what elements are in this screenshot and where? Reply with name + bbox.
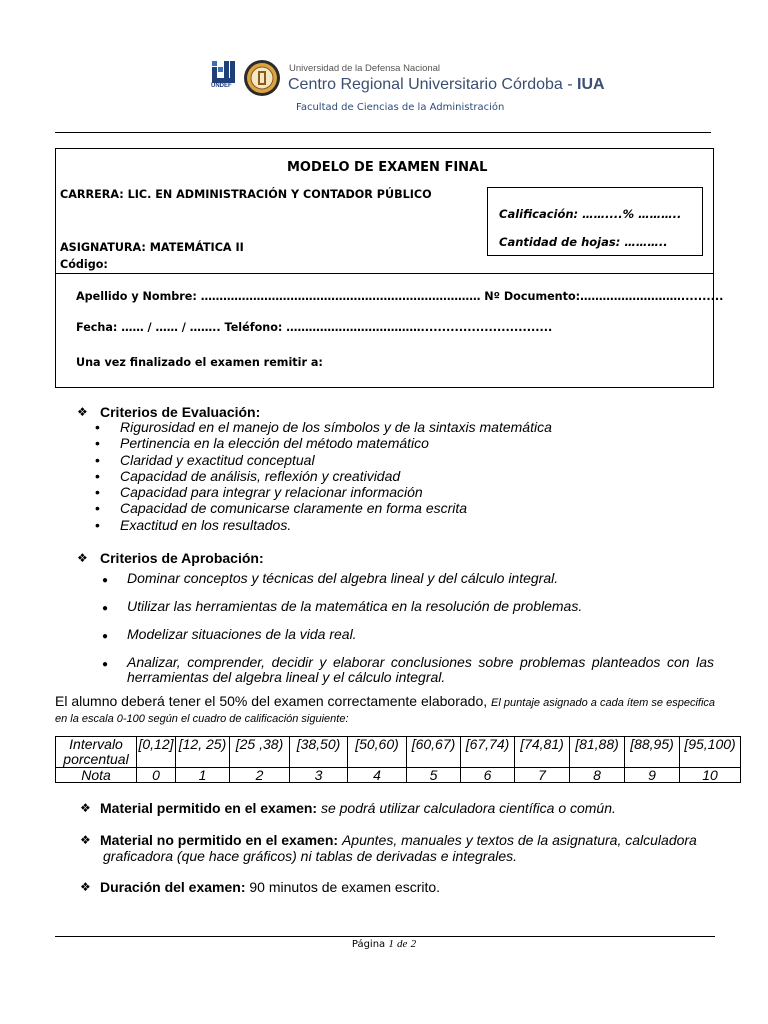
- material-permitido-text: se podrá utilizar calculadora científica o común.: [320, 800, 616, 816]
- nota-header-cell: Nota: [56, 768, 137, 783]
- footer-divider: [55, 936, 715, 937]
- interval-cell: [88,95): [625, 737, 680, 768]
- list-item-text: Capacidad para integrar y relacionar información: [120, 484, 423, 501]
- interval-cell: [60,67): [407, 737, 461, 768]
- interval-cell: [12, 25): [176, 737, 230, 768]
- list-item: [95, 435, 680, 452]
- list-item: [95, 484, 680, 501]
- bullet-dot-icon: ●: [102, 659, 109, 670]
- bullet-dot-icon: •: [95, 419, 100, 435]
- undef-logo-text: UNDEF: [211, 83, 232, 89]
- page-total: 2: [410, 938, 417, 950]
- undef-logo: [211, 60, 237, 94]
- interval-cell: [0,12]: [137, 737, 176, 768]
- criterios-evaluacion-title: Criterios de Evaluación:: [100, 404, 261, 420]
- diamond-bullet-icon: ❖: [77, 405, 88, 419]
- bullet-dot-icon: •: [95, 467, 100, 484]
- nota-cell: 9: [625, 768, 680, 783]
- exam-title: MODELO DE EXAMEN FINAL: [287, 160, 488, 175]
- diamond-bullet-icon: ❖: [80, 833, 91, 847]
- exam-box-divider: [55, 273, 714, 274]
- criterios-evaluacion-list: [95, 419, 680, 533]
- list-item-text: Modelizar situaciones de la vida real.: [127, 626, 357, 642]
- aprobacion-scale-note: El puntaje asignado a cada ítem se especifica en la escala 0-100 según el cuadro de calificación siguiente:: [55, 697, 716, 725]
- list-item: [102, 598, 714, 614]
- list-item-text: Analizar, comprender, decidir y elaborar conclusiones sobre problemas planteados con las herramientas del algebra lineal y el cálculo integral.: [127, 654, 714, 685]
- page-de: de: [397, 938, 408, 950]
- list-item-text: Capacidad de análisis, reflexión y creatividad: [120, 467, 401, 484]
- exam-info-box: [55, 148, 714, 388]
- carrera-label: CARRERA: LIC. EN ADMINISTRACIÓN Y CONTADOR PÚBLICO: [60, 188, 432, 201]
- aprobacion-paragraph: [55, 694, 715, 726]
- material-no-permitido: [100, 832, 715, 864]
- nota-cell: 6: [461, 768, 515, 783]
- iua-seal-logo: [243, 59, 281, 97]
- list-item: [102, 570, 714, 586]
- list-item: [95, 419, 680, 435]
- nota-cell: 7: [515, 768, 570, 783]
- bullet-dot-icon: •: [95, 500, 100, 517]
- interval-cell: [95,100): [680, 737, 741, 768]
- list-item-text: Dominar conceptos y técnicas del algebra lineal y del cálculo integral.: [127, 570, 559, 586]
- duracion-label: Duración del examen:: [100, 879, 246, 895]
- centro-name-iua: IUA: [577, 76, 605, 93]
- asignatura-label: ASIGNATURA: MATEMÁTICA II: [60, 241, 244, 254]
- diamond-bullet-icon: ❖: [80, 880, 91, 894]
- diamond-bullet-icon: ❖: [77, 551, 88, 565]
- bullet-dot-icon: •: [95, 451, 100, 468]
- centro-name: [288, 76, 605, 94]
- bullet-dot-icon: ●: [102, 603, 109, 614]
- diamond-bullet-icon: ❖: [80, 801, 91, 815]
- list-item: [95, 467, 680, 484]
- material-no-permitido-text-2: graficadora (que hace gráficos) ni tablas de derivadas e integrales.: [103, 848, 518, 864]
- bullet-dot-icon: •: [95, 435, 100, 452]
- codigo-label: Código:: [60, 258, 108, 271]
- list-item: [102, 626, 714, 642]
- material-no-permitido-text: Apuntes, manuales y textos de la asignatura, calculadora: [341, 832, 697, 848]
- remitir-label: Una vez finalizado el examen remitir a:: [76, 356, 323, 369]
- interval-cell: [50,60): [348, 737, 407, 768]
- page-current: 1: [388, 938, 394, 950]
- interval-cell: [38,50): [290, 737, 348, 768]
- list-item: [95, 500, 680, 517]
- duracion-text: 90 minutos de examen escrito.: [249, 879, 441, 895]
- interval-cell: [25 ,38): [230, 737, 290, 768]
- interval-header-cell: Intervalo porcentual: [56, 737, 137, 768]
- table-row: [56, 737, 741, 768]
- list-item: [95, 516, 680, 533]
- aprobacion-main-text: El alumno deberá tener el 50% del examen correctamente elaborado,: [55, 693, 488, 709]
- fecha-telefono-field: Fecha: …… / …… / …….. Teléfono: ………………………………...............................: [76, 321, 553, 334]
- list-item-text: Capacidad de comunicarse claramente en forma escrita: [120, 500, 468, 517]
- grade-scale-table: [55, 736, 741, 783]
- page-label: Página: [351, 939, 386, 950]
- bullet-dot-icon: •: [95, 516, 100, 533]
- calificacion-field: Calificación: ……....% ………..: [499, 207, 682, 221]
- nota-cell: 5: [407, 768, 461, 783]
- list-item: [102, 654, 714, 685]
- list-item-text: Exactitud en los resultados.: [120, 516, 292, 533]
- material-permitido-label: Material permitido en el examen:: [100, 800, 318, 816]
- university-name: Universidad de la Defensa Nacional: [289, 63, 441, 74]
- list-item-text: Pertinencia en la elección del método matemático: [120, 435, 429, 452]
- cantidad-hojas-field: Cantidad de hojas: ………..: [499, 235, 668, 249]
- list-item: [95, 451, 680, 468]
- nota-cell: 1: [176, 768, 230, 783]
- nota-cell: 2: [230, 768, 290, 783]
- centro-name-text: Centro Regional Universitario Córdoba -: [288, 76, 578, 93]
- bullet-dot-icon: ●: [102, 631, 109, 642]
- interval-cell: [74,81): [515, 737, 570, 768]
- bullet-dot-icon: •: [95, 484, 100, 501]
- list-item-text: Claridad y exactitud conceptual: [120, 451, 315, 468]
- list-item-text: Rigurosidad en el manejo de los símbolos y de la sintaxis matemática: [120, 419, 552, 435]
- page-number: [0, 938, 768, 950]
- bullet-dot-icon: ●: [102, 575, 109, 586]
- nota-cell: 0: [137, 768, 176, 783]
- interval-cell: [67,74): [461, 737, 515, 768]
- nota-cell: 3: [290, 768, 348, 783]
- nota-cell: 4: [348, 768, 407, 783]
- nota-cell: 8: [570, 768, 625, 783]
- nota-cell: 10: [680, 768, 741, 783]
- table-row: [56, 768, 741, 783]
- interval-cell: [81,88): [570, 737, 625, 768]
- material-no-permitido-label: Material no permitido en el examen:: [100, 832, 339, 848]
- list-item-text: Utilizar las herramientas de la matemática en la resolución de problemas.: [127, 598, 583, 614]
- criterios-aprobacion-list: [102, 570, 714, 698]
- material-permitido: [100, 800, 616, 816]
- criterios-aprobacion-title: Criterios de Aprobación:: [100, 550, 264, 566]
- facultad-name: Facultad de Ciencias de la Administración: [296, 102, 505, 113]
- duracion-examen: [100, 879, 440, 895]
- apellido-documento-field: Apellido y Nombre: ………………………………………………………………… Nº Documento:………………………..........: [76, 290, 724, 303]
- header-divider: [55, 132, 711, 133]
